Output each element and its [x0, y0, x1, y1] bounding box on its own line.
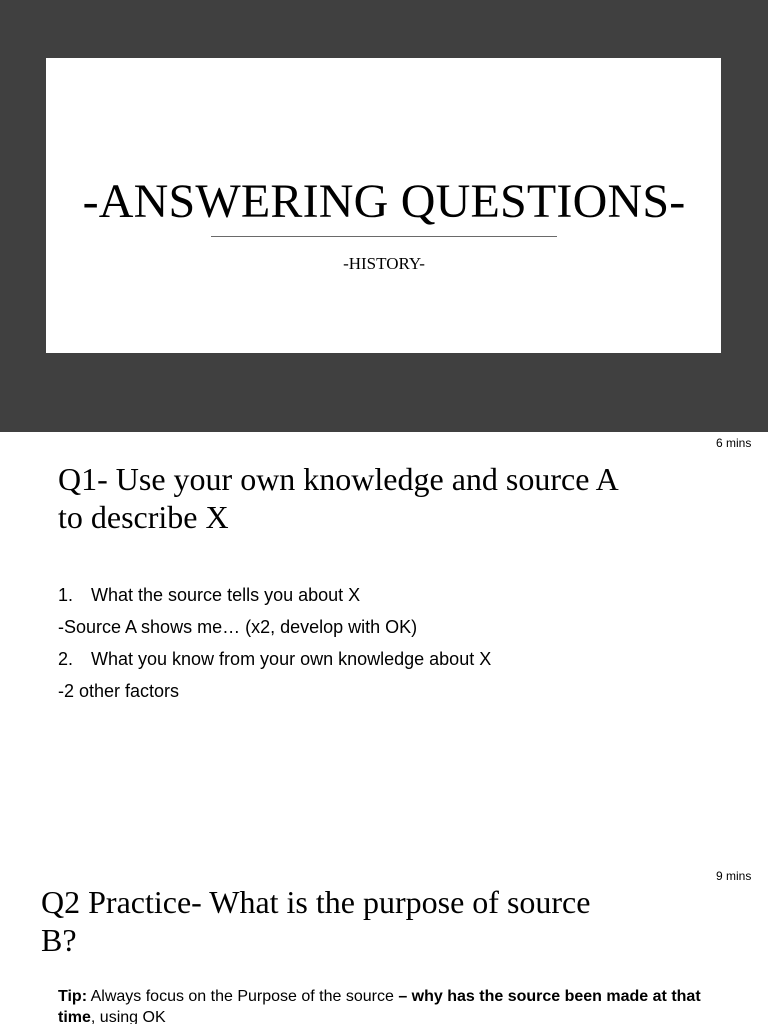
q1-heading-line1: Q1- Use your own knowledge and source A	[58, 461, 619, 497]
title-slide	[0, 0, 768, 432]
slide-title: -ANSWERING QUESTIONS-	[82, 175, 686, 228]
list-subitem: -2 other factors	[58, 681, 180, 701]
tip-body: Always focus on the Purpose of the source	[87, 988, 399, 1005]
slide-q2	[0, 864, 768, 1024]
q2-heading-line1: Q2 Practice- What is the purpose of source	[41, 884, 591, 920]
list-text: What the source tells you about X	[91, 585, 361, 605]
slide-q1	[0, 432, 768, 864]
list-number: 1.	[58, 585, 74, 605]
time-label: 6 mins	[716, 436, 752, 450]
q1-heading-line2: to describe X	[58, 499, 229, 535]
list-item	[58, 648, 491, 670]
list-subitem: -Source A shows me… (x2, develop with OK)	[58, 617, 418, 637]
list-text: What you know from your own knowledge about X	[91, 649, 492, 669]
title-divider	[211, 236, 557, 237]
slide-subtitle: -HISTORY-	[343, 254, 425, 273]
tip-ending: , using OK	[90, 1009, 166, 1024]
time-label: 9 mins	[716, 869, 752, 883]
tip-label: Tip:	[58, 988, 88, 1005]
q2-heading-line2: B?	[41, 922, 77, 958]
tip-emphasis: – why has the source been made at that time	[58, 988, 701, 1024]
list-number: 2.	[58, 649, 74, 669]
tip-text	[58, 986, 728, 1024]
list-item	[58, 584, 360, 606]
